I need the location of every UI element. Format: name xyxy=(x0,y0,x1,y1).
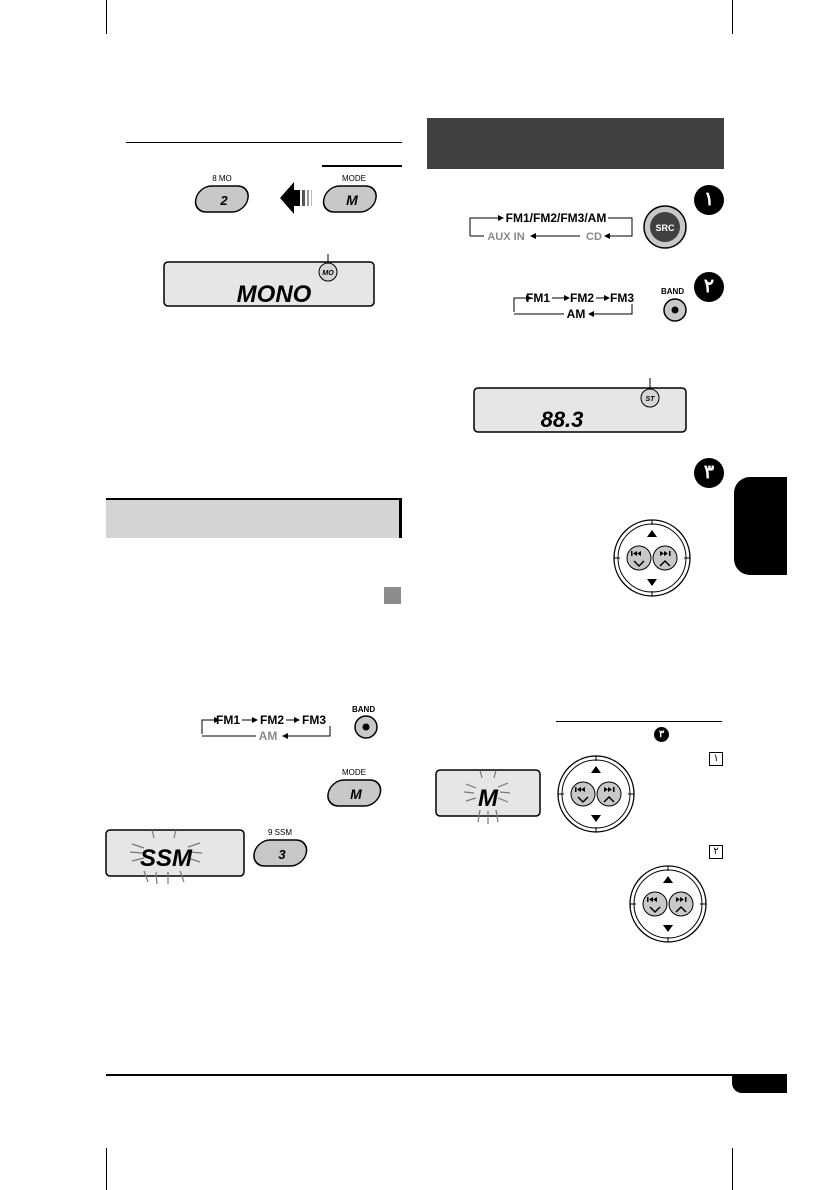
band-fm2: FM2 xyxy=(570,291,594,305)
ssm-display xyxy=(104,826,248,886)
crop-mark-left xyxy=(106,0,107,34)
ssm-mode-top-label: MODE xyxy=(342,768,366,777)
mode-button[interactable] xyxy=(321,186,379,212)
crop-mark-right xyxy=(732,0,733,34)
preset-3-face: 3 xyxy=(278,847,286,862)
st-indicator: ST xyxy=(645,396,655,403)
manual-section-rule xyxy=(556,721,722,722)
arrow-left-icon xyxy=(280,182,312,214)
source-flow-main: FM1/FM2/FM3/AM xyxy=(505,211,607,225)
sub-step-2-box: ٢ xyxy=(709,845,723,859)
manual-m-display xyxy=(434,764,544,828)
band-label-left: BAND xyxy=(352,705,376,714)
page-number-tab xyxy=(732,1074,787,1093)
band-button-right[interactable] xyxy=(662,297,688,323)
mono-display-text: MONO xyxy=(236,281,312,308)
preset-3-button[interactable] xyxy=(251,840,309,866)
preset-2-face: 2 xyxy=(220,193,228,208)
src-button[interactable] xyxy=(642,204,688,250)
band-fm1: FM1 xyxy=(526,291,550,305)
sub-step-1-box: ١ xyxy=(709,752,723,766)
band-am: AM xyxy=(566,307,586,321)
preset-2-button[interactable] xyxy=(193,186,251,212)
note-square-icon xyxy=(384,587,401,604)
source-flow xyxy=(460,200,640,248)
preset-2-top-label: 8 MO xyxy=(212,174,232,183)
band-fm3: FM3 xyxy=(610,291,634,305)
ssm-band-am: AM xyxy=(258,729,278,743)
mono-controls xyxy=(190,170,390,220)
ssm-band-fm3: FM3 xyxy=(302,713,326,727)
mode-top-label: MODE xyxy=(342,174,366,183)
step-2-badge: ٢ xyxy=(694,272,724,302)
ssm-mode-face: M xyxy=(350,786,362,802)
footer-rule xyxy=(106,1074,787,1076)
step-ref-badge: ٣ xyxy=(654,727,669,742)
next-button xyxy=(653,546,677,570)
ssm-section-bar xyxy=(106,498,402,538)
manual-m-text: M xyxy=(478,785,498,812)
control-dial-1[interactable] xyxy=(612,518,692,598)
mo-indicator: MO xyxy=(322,270,334,277)
ssm-mode-button[interactable] xyxy=(325,780,383,806)
band-label-right: BAND xyxy=(661,287,685,296)
control-dial-2[interactable] xyxy=(556,754,636,834)
control-dial-3[interactable] xyxy=(628,864,708,944)
ssm-preset-top-label: 9 SSM xyxy=(267,828,293,837)
ssm-band-fm1: FM1 xyxy=(216,713,240,727)
frequency-text: 88.3 xyxy=(540,407,584,432)
band-button-left[interactable] xyxy=(353,714,379,740)
source-flow-cd: CD xyxy=(586,231,602,243)
ssm-preset-controls xyxy=(250,826,314,872)
band-flow-right xyxy=(508,286,638,322)
band-flow-left xyxy=(196,708,336,744)
ssm-band-fm2: FM2 xyxy=(260,713,284,727)
mode-label-rule xyxy=(322,165,402,167)
ssm-display-text: SSM xyxy=(139,845,193,872)
language-side-tab xyxy=(734,477,787,575)
section-header-box xyxy=(427,118,724,169)
ssm-mode-controls xyxy=(324,766,388,810)
crop-mark-bottom-left xyxy=(106,1148,107,1190)
mono-display xyxy=(160,254,380,310)
source-flow-aux: AUX IN xyxy=(487,231,525,243)
src-button-label: SRC xyxy=(655,223,675,233)
frequency-display xyxy=(470,378,690,436)
step-1-badge: ١ xyxy=(694,185,724,215)
step-3-badge: ٣ xyxy=(694,458,724,488)
mode-face: M xyxy=(346,192,358,208)
mono-section-rule xyxy=(126,142,402,143)
crop-mark-bottom-right xyxy=(732,1148,733,1190)
